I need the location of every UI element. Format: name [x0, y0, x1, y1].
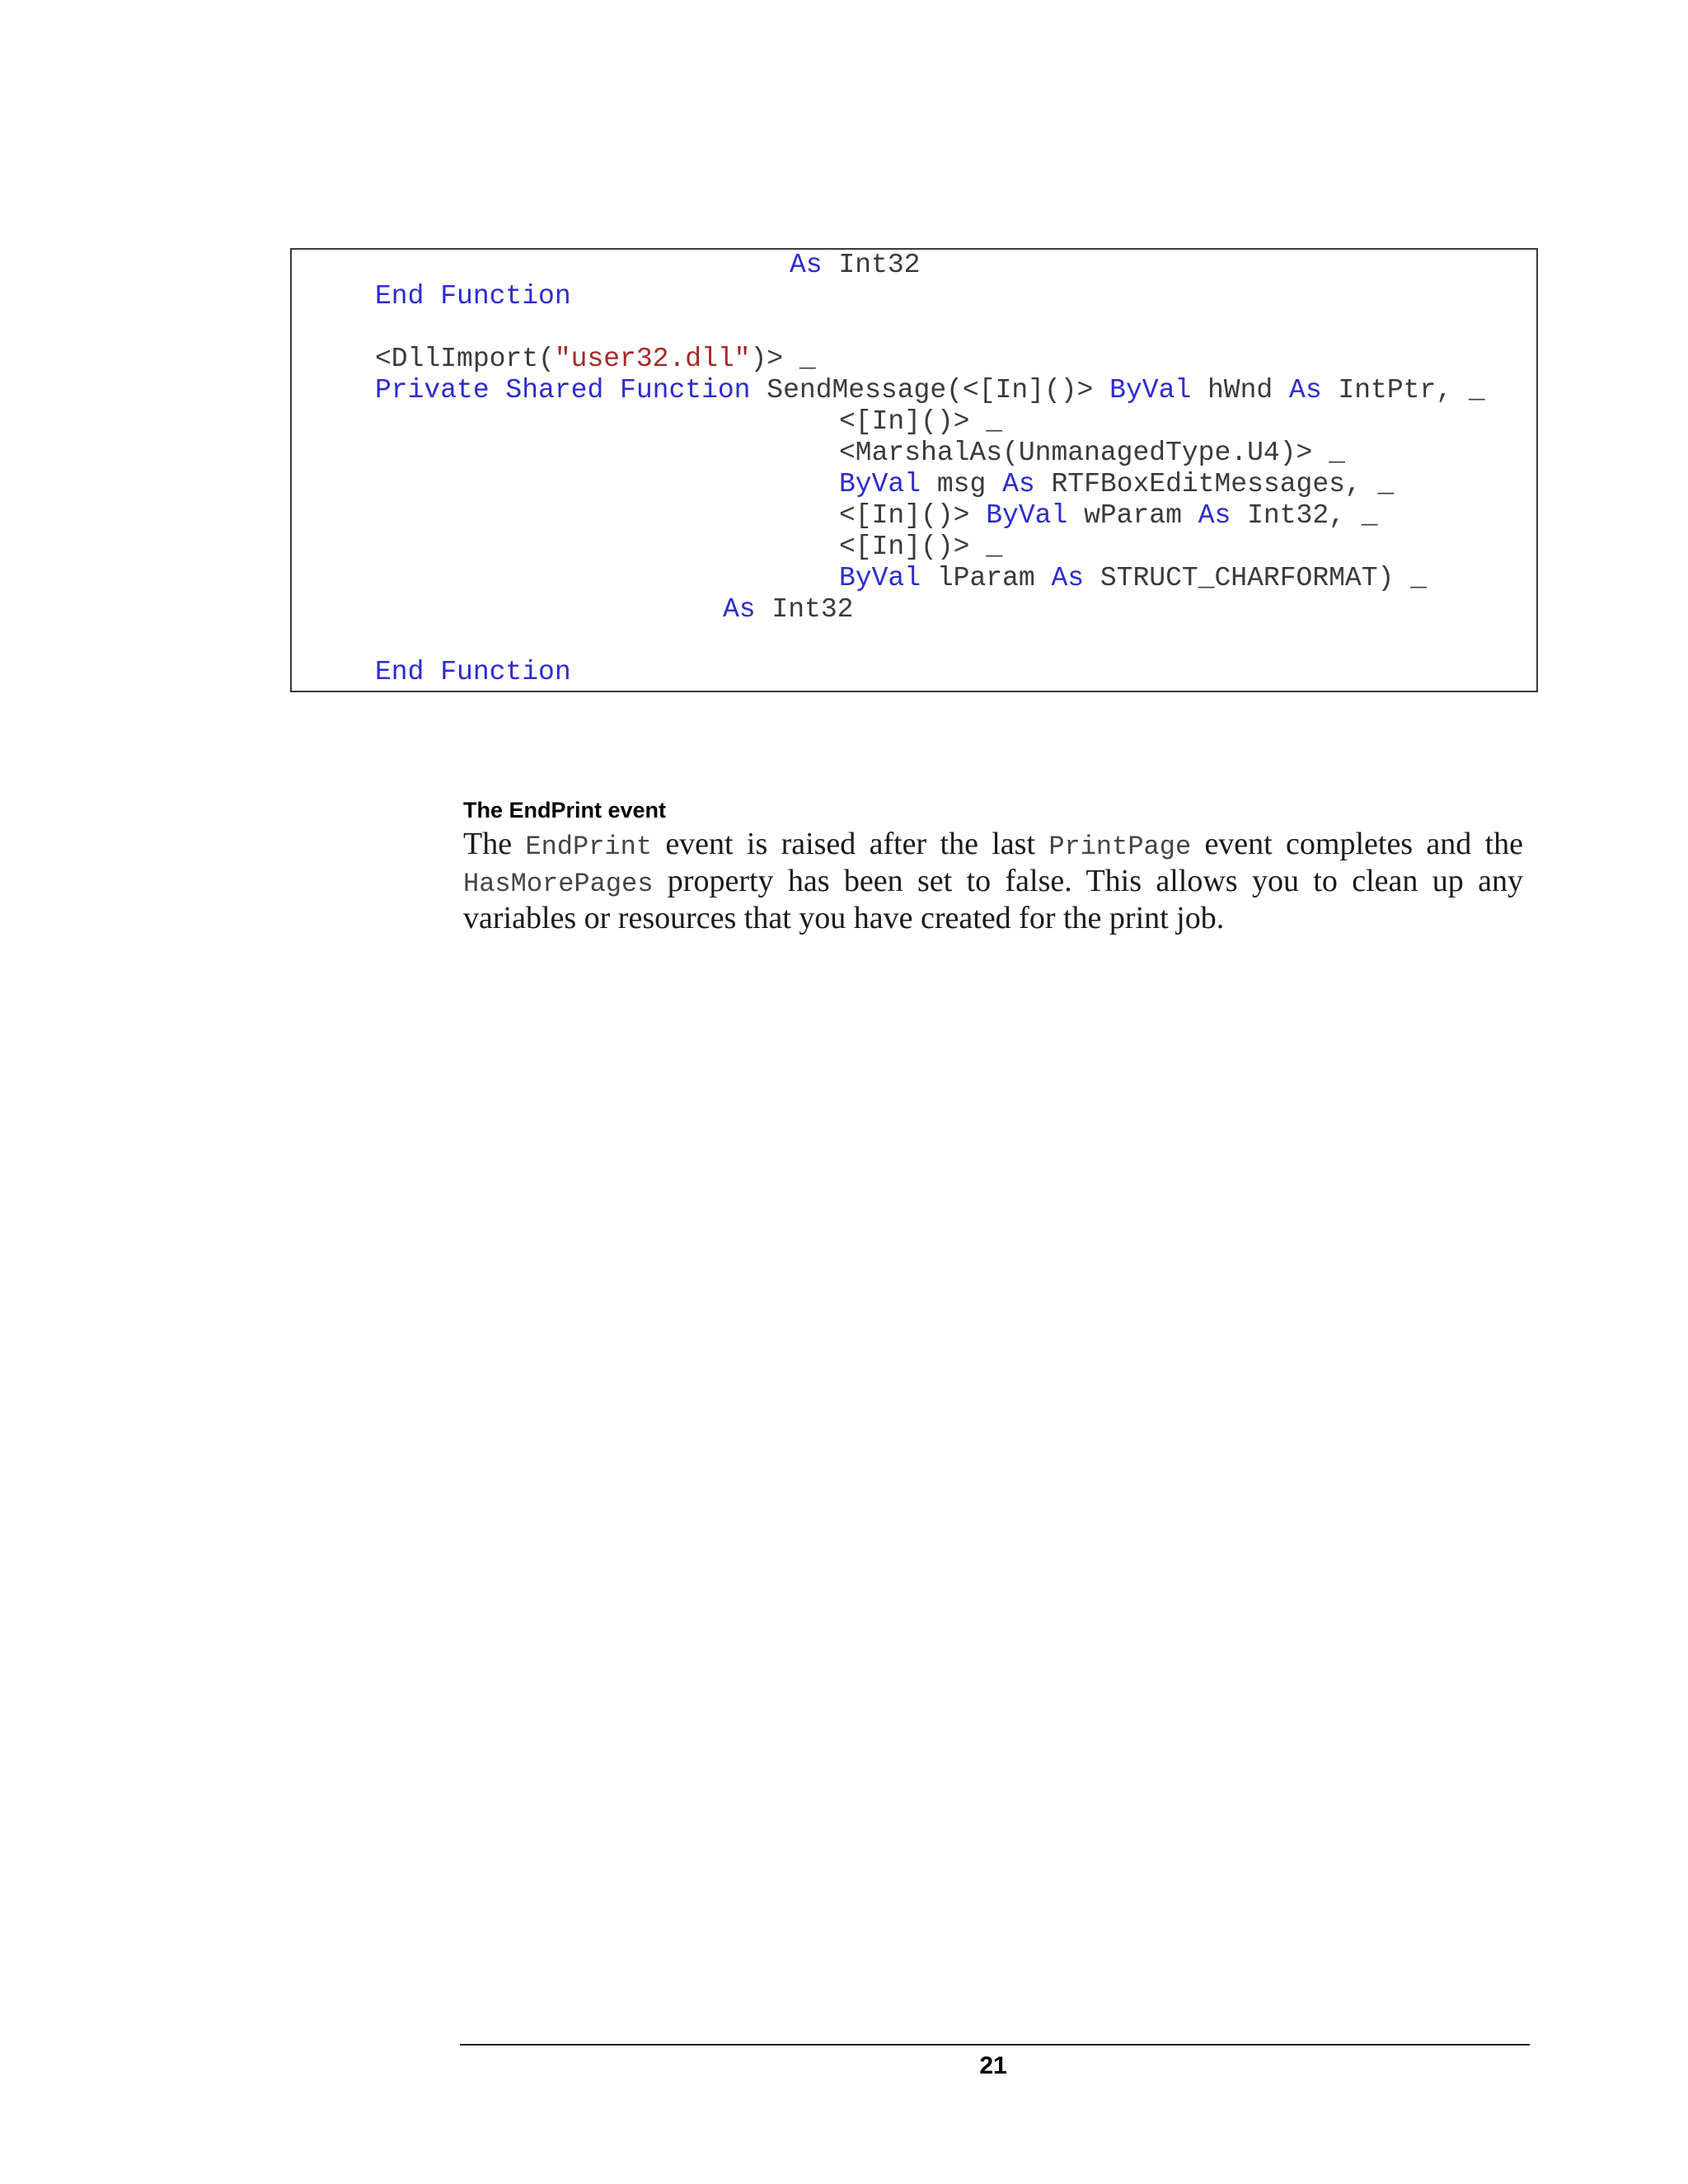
paragraph-line-3	[463, 900, 1523, 937]
code-string: "user32.dll"	[554, 344, 751, 374]
code-keyword: Private Shared Function	[375, 375, 751, 405]
code-text: Int32	[755, 594, 854, 625]
code-keyword: As	[1051, 563, 1085, 593]
code-text: IntPtr, _	[1321, 375, 1485, 405]
code-line-7	[839, 469, 1394, 500]
code-text: msg	[921, 469, 1003, 499]
code-keyword: End Function	[375, 657, 571, 687]
code-text: )> _	[750, 344, 816, 374]
code-text: <[In]()> _	[839, 406, 1003, 437]
page-number: 21	[979, 2052, 1007, 2079]
code-line-1	[790, 250, 920, 281]
code-text: SendMessage(<[In]()>	[750, 375, 1110, 405]
paragraph-line-2	[463, 863, 1523, 902]
code-line-4	[375, 375, 1485, 406]
code-text: lParam	[921, 563, 1052, 593]
code-listing	[290, 248, 1538, 692]
code-line-10	[839, 563, 1427, 594]
code-keyword: As	[790, 250, 823, 280]
body-text: event completes and the	[1191, 827, 1523, 861]
body-text: The	[463, 827, 526, 861]
code-line-12	[375, 657, 571, 688]
inline-code: EndPrint	[525, 832, 653, 862]
code-line-3	[375, 344, 816, 375]
section-heading: The EndPrint event	[463, 798, 667, 823]
code-line-5	[839, 406, 1002, 438]
code-text: RTFBoxEditMessages, _	[1034, 469, 1395, 499]
code-keyword: As	[1198, 500, 1231, 531]
paragraph-line-1	[463, 826, 1523, 865]
code-keyword: ByVal	[839, 563, 921, 593]
code-text: <MarshalAs(UnmanagedType.U4)> _	[839, 438, 1345, 468]
inline-code: HasMorePages	[463, 869, 654, 899]
code-text: wParam	[1067, 500, 1198, 531]
code-text: hWnd	[1191, 375, 1290, 405]
inline-code: PrintPage	[1048, 832, 1192, 862]
body-text: property has been set to false. This allows you to clean up any	[653, 864, 1523, 898]
code-text: Int32, _	[1231, 500, 1378, 531]
code-text: <DllImport(	[375, 344, 555, 374]
body-text: variables or resources that you have created for the print job.	[463, 901, 1225, 935]
code-keyword: ByVal	[1109, 375, 1192, 405]
body-text: event is raised after the last	[652, 827, 1049, 861]
code-keyword: ByVal	[839, 469, 921, 499]
code-keyword: End Function	[375, 281, 571, 312]
code-line-8	[839, 500, 1378, 532]
code-line-2	[375, 281, 571, 312]
code-text: STRUCT_CHARFORMAT) _	[1084, 563, 1427, 593]
code-keyword: As	[1289, 375, 1322, 405]
code-line-9	[839, 532, 1002, 563]
code-keyword: ByVal	[986, 500, 1068, 531]
code-line-6	[839, 438, 1345, 469]
code-text: Int32	[822, 250, 921, 280]
code-text: <[In]()> _	[839, 532, 1003, 562]
code-line-11	[723, 594, 853, 626]
code-keyword: As	[723, 594, 756, 625]
footer-divider	[460, 2044, 1530, 2046]
code-text: <[In]()>	[839, 500, 987, 531]
code-keyword: As	[1002, 469, 1035, 499]
